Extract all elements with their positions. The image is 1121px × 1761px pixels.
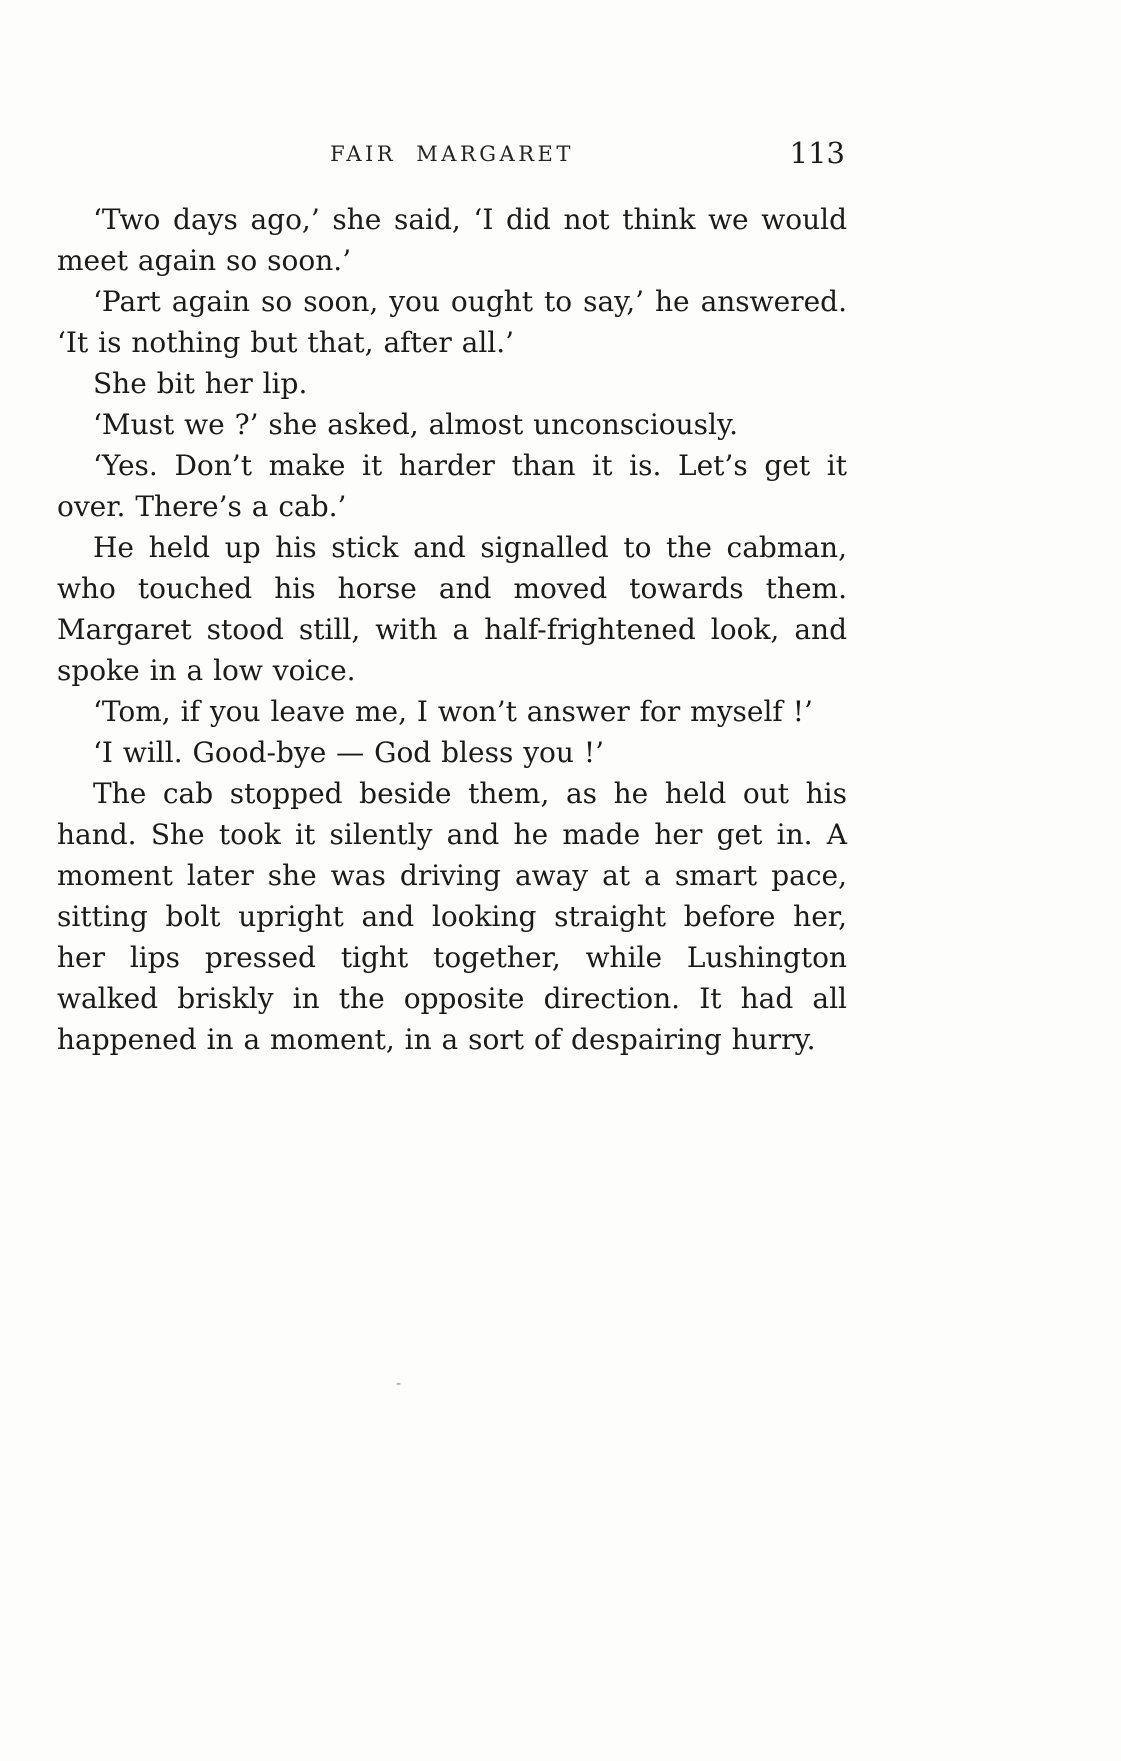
paragraph: ‘I will. Good-bye — God bless you !’ bbox=[93, 736, 604, 769]
paragraph: ‘Tom, if you leave me, I won’t answer for myself !’ bbox=[93, 695, 813, 728]
page-number: 113 bbox=[789, 136, 845, 170]
paragraph: The cab stopped beside them, as he held out his hand. She took it silently and he made her get in. A moment later she was driving away at a smart pace, sitting bolt upright and looking straight before her, her lips pressed tight together, while Lushington walked briskly in the opposite direction. It had all happened in a moment, in a sort of despairing hurry. bbox=[57, 777, 847, 1056]
print-artifact-mark: - bbox=[396, 1374, 402, 1392]
paragraph: ‘Two days ago,’ she said, ‘I did not think we would meet again so soon.’ bbox=[57, 203, 847, 277]
paragraph: ‘Yes. Don’t make it harder than it is. Let’s get it over. There’s a cab.’ bbox=[57, 449, 847, 523]
paragraph: He held up his stick and signalled to the cabman, who touched his horse and moved towards them. Margaret stood still, with a half-frightened look, and spoke in a low voice. bbox=[57, 531, 847, 687]
page-title: FAIR MARGARET bbox=[330, 142, 574, 166]
paragraph: She bit her lip. bbox=[93, 367, 308, 400]
paragraph: ‘Part again so soon, you ought to say,’ he answered. ‘It is nothing but that, after all.’ bbox=[57, 285, 847, 359]
paragraph: ‘Must we ?’ she asked, almost unconsciously. bbox=[93, 408, 739, 441]
running-header bbox=[57, 136, 847, 170]
text-block bbox=[57, 199, 847, 1060]
